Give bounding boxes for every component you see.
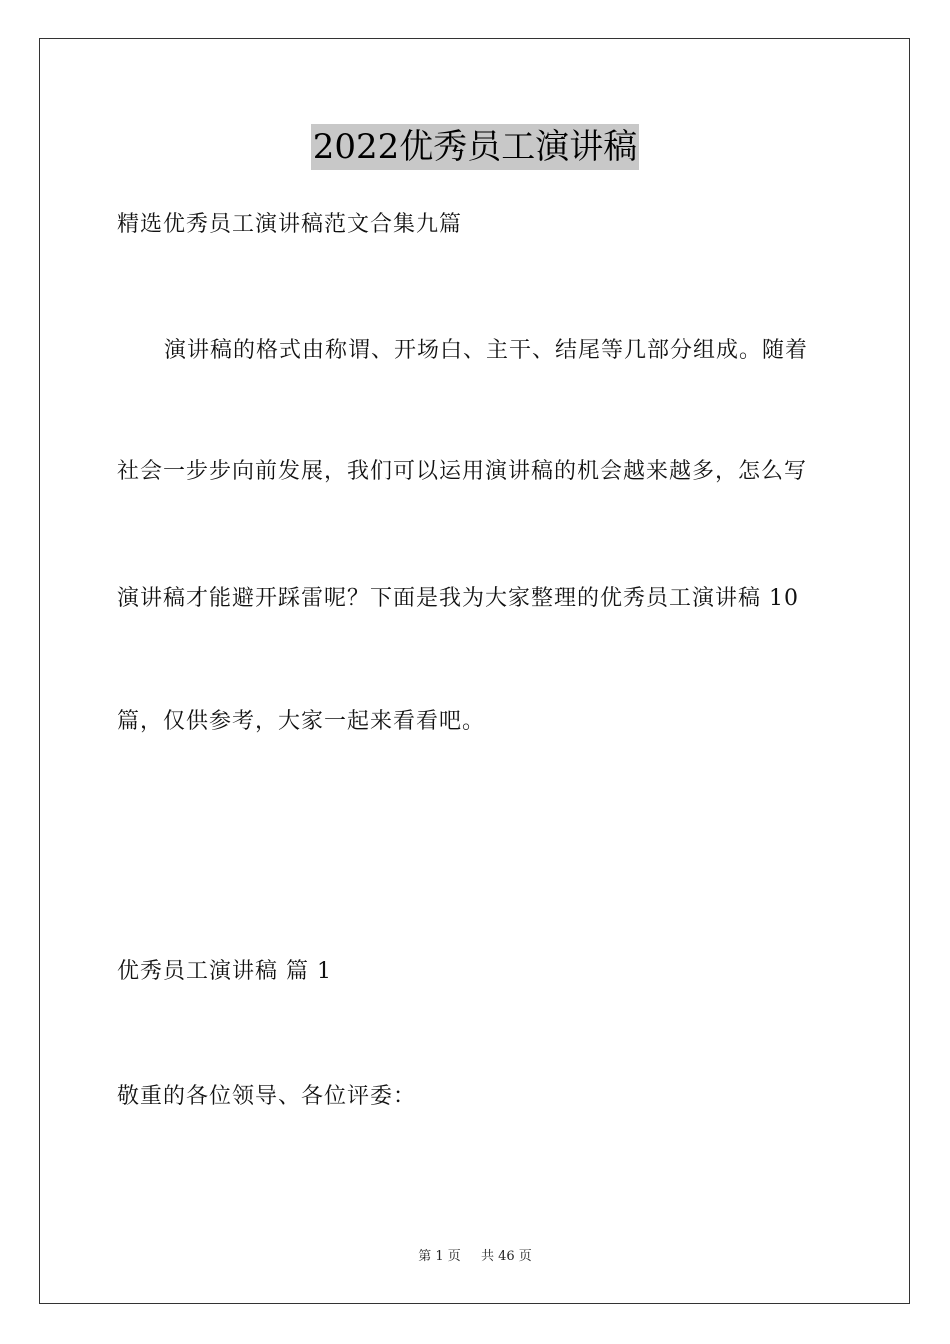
section-heading: 优秀员工演讲稿 篇 1 [117, 959, 332, 984]
intro-line-1: 演讲稿的格式由称谓、开场白、主干、结尾等几部分组成。随着 [164, 338, 809, 363]
page-total: 共 46 页 [480, 1249, 532, 1264]
page-number: 第 1 页 [418, 1249, 461, 1264]
document-title: 2022优秀员工演讲稿 [311, 124, 640, 170]
salutation: 敬重的各位领导、各位评委： [117, 1084, 417, 1109]
document-subtitle: 精选优秀员工演讲稿范文合集九篇 [117, 212, 463, 237]
page-footer [0, 1248, 950, 1266]
intro-line-2: 社会一步步向前发展，我们可以运用演讲稿的机会越来越多，怎么写 [117, 459, 808, 484]
intro-line-3: 演讲稿才能避开踩雷呢？下面是我为大家整理的优秀员工演讲稿 10 [117, 586, 799, 611]
intro-line-4: 篇，仅供参考，大家一起来看看吧。 [117, 709, 486, 734]
title-container [0, 124, 950, 170]
